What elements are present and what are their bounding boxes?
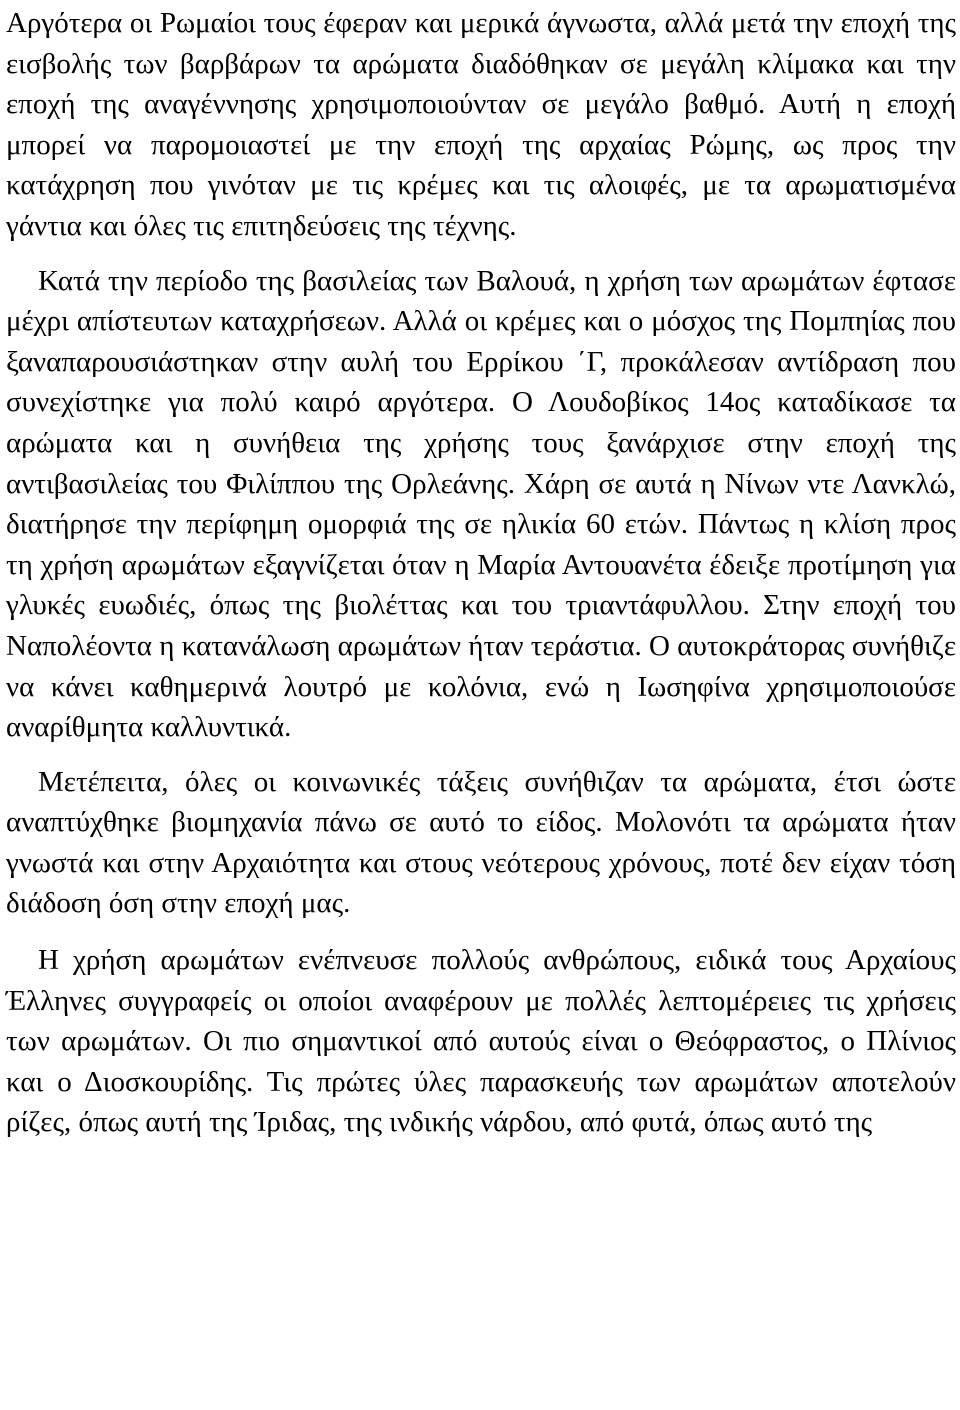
paragraph-modern-era: Μετέπειτα, όλες οι κοινωνικές τάξεις συνήθιζαν τα αρώματα, έτσι ώστε αναπτύχθηκε βιομηχανία πάνω σε αυτό το είδος. Μολονότι τα αρώματα ήταν γνωστά και στην Αρχαιότητα και στους νεότερους χρόνους, ποτέ δεν είχαν τόση διάδοση όση στην εποχή μας. xyxy=(6,765,956,920)
paragraph-renaissance: Αργότερα οι Ρωμαίοι τους έφεραν και μερικά άγνωστα, αλλά μετά την εποχή της εισβολής των βαρβάρων τα αρώματα διαδόθηκαν σε μεγάλη κλίμακα και την εποχή της αναγέννησης χρησιμοποιούνταν σε μεγάλο βαθμό. Αυτή η εποχή μπορεί να παρομοιαστεί με την εποχή της αρχαίας Ρώμης, ως προς την κατάχρηση που γινόταν με τις κρέμες και τις αλοιφές, με τα αρωματισμένα γάντια και όλες τις επιτηδεύσεις της τέχνης. xyxy=(6,7,956,242)
paragraph-valois: Κατά την περίοδο της βασιλείας των Βαλουά, η χρήση των αρωμάτων έφτασε μέχρι απίστευτων καταχρήσεων. Αλλά οι κρέμες και ο μόσχος της Πομπηίας που ξαναπαρουσιάστηκαν στην αυλή του Ερρίκου ΄Γ, προκάλεσαν αντίδραση που συνεχίστηκε για πολύ καιρό αργότερα. Ο Λουδοβίκος 14ος καταδίκασε τα αρώματα και η συνήθεια της χρήσης τους ξανάρχισε στην εποχή της αντιβασιλείας του Φιλίππου της Ορλεάνης. Χάρη σε αυτά η Νίνων ντε Λανκλώ, διατήρησε την περίφημη ομορφιά της σε ηλικία 60 ετών. Πάντως η κλίση προς τη χρήση αρωμάτων εξαγνίζεται όταν η Μαρία Αντουανέτα έδειξε προτίμηση για γλυκές ευωδιές, όπως της βιολέττας και του τριαντάφυλλου. Στην εποχή του Ναπολέοντα η κατανάλωση αρωμάτων ήταν τεράστια. Ο αυτοκράτορας συνήθιζε να κάνει καθημερινά λουτρό με κολόνια, ενώ η Ιωσηφίνα χρησιμοποιούσε αναρίθμητα καλλυντικά. xyxy=(6,264,956,744)
paragraph-ancient-writers: Η χρήση αρωμάτων ενέπνευσε πολλούς ανθρώπους, ειδικά τους Αρχαίους Έλληνες συγγραφείς οι οποίοι αναφέρουν με πολλές λεπτομέρειες τις χρήσεις των αρωμάτων. Οι πιο σημαντικοί από αυτούς είναι ο Θεόφραστος, ο Πλίνιος και ο Διοσκουρίδης. Τις πρώτες ύλες παρασκευής των αρωμάτων αποτελούν ρίζες, όπως αυτή της Ίριδας, της ινδικής νάρδου, από φυτά, όπως αυτό της xyxy=(6,944,956,1139)
